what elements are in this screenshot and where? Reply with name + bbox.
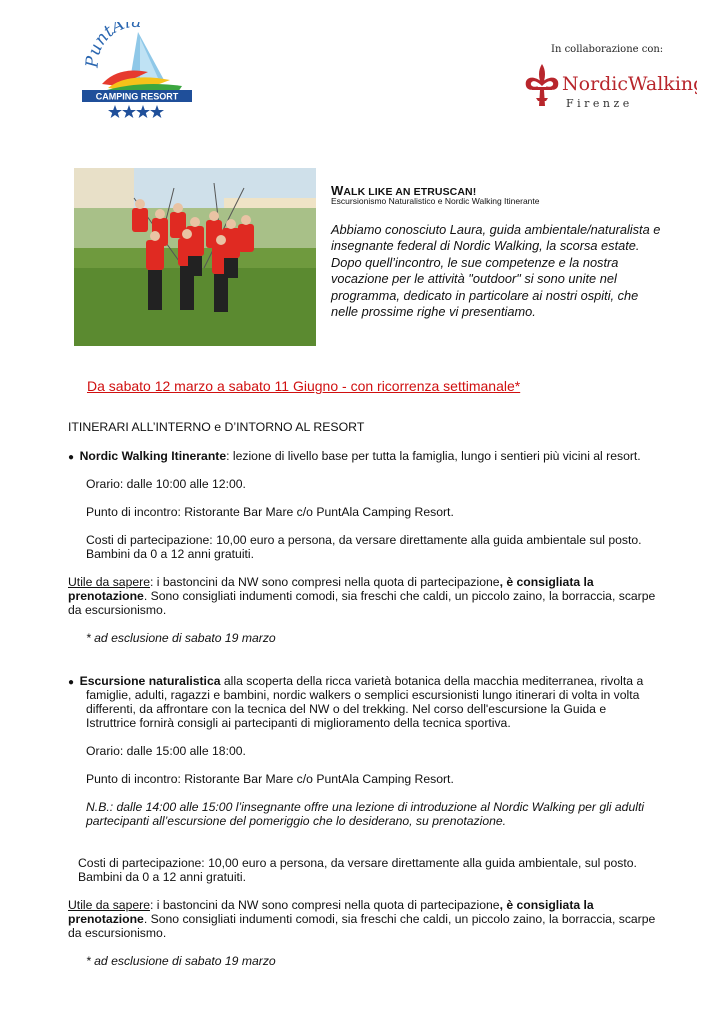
item1-punto: Punto di incontro: Ristorante Bar Mare c/o PuntAla Camping Resort. [86,505,454,519]
item1-utile-1 [68,575,594,590]
item2-utile-bold: , è consigliata la [499,898,594,912]
itinerari-heading: ITINERARI ALL’INTERNO e D’INTORNO AL RESORT [68,420,365,434]
item2-orario: Orario: dalle 15:00 alle 18:00. [86,744,246,758]
item1-utile-bold2: prenotazione [68,589,144,603]
item2-desc-4: Istruttrice fornirà consigli ai partecipanti di miglioramento della tecnica sportiva. [86,716,511,730]
article-intro: Abbiamo conosciuto Laura, guida ambientale/naturalista e insegnante federal di Nordic Walking, la scorsa estate. Dopo quell’incontro, le sue competenze e la nostra vocazione per le attività "outdoor" si sono unite nel programma, dedicato in particolare ai nostri ospiti, che nelle prossime righe vi presentiamo. [331,222,661,320]
item1-costi-1: Costi di partecipazione: 10,00 euro a persona, da versare direttamente alla guida ambientale sul posto. [86,533,642,547]
item2-name: Escursione naturalistica [79,674,221,688]
bullet-icon: ● [68,452,80,463]
item1-note: * ad esclusione di sabato 19 marzo [86,631,276,645]
item1-utile-a: : i bastoncini da NW sono compresi nella quota di partecipazione [149,575,500,589]
bullet-icon: ● [68,677,80,688]
logo-left-text-top: PuntAl [82,22,133,69]
item2-utile-bold2: prenotazione [68,912,144,926]
item2-utile-b: . Sono consigliati indumenti comodi, sia freschi che caldi, un piccolo zaino, la borraccia, scarpe [143,912,656,926]
item2-note: * ad esclusione di sabato 19 marzo [86,954,276,968]
item1-line [68,449,641,465]
item2-desc-1: alla scoperta della ricca varietà botanica della macchia mediterranea, rivolta a [220,674,644,688]
item2-costi-2: Bambini da 0 a 12 anni gratuiti. [78,870,247,884]
item2-desc-3: differenti, da affrontare con la tecnica del NW o del trekking. Nel corso dell'escursione la Guida e [86,702,607,716]
item2-desc-2: famiglie, adulti, ragazzi e bambini, nordic walkers o semplici escursionisti lungo itinerari di volta in volta [86,688,640,702]
date-range: Da sabato 12 marzo a sabato 11 Giugno - con ricorrenza settimanale* [87,378,521,394]
group-photo [74,168,316,346]
item2-utile-2 [68,912,655,927]
item1-orario: Orario: dalle 10:00 alle 12:00. [86,477,246,491]
logo-left-text-bottom: CAMPING RESORT [95,91,179,102]
fleur-de-lis-icon [526,64,559,106]
logo-right-text-top: NordicWalking [562,73,697,95]
item1-desc: : lezione di livello base per tutta la famiglia, lungo i sentieri più vicini al resort. [226,449,641,463]
item1-name: Nordic Walking Itinerante [79,449,227,463]
item2-nb-1: N.B.: dalle 14:00 alle 15:00 l’insegnante offre una lezione di introduzione al Nordic Walking per gli adulti [86,800,645,814]
logo-right-text-bottom: F i r e n z e [566,97,630,110]
item2-utile-1 [68,898,594,913]
item2-costi-1: Costi di partecipazione: 10,00 euro a persona, da versare direttamente alla guida ambientale, sul posto. [78,856,637,870]
item2-utile-3: da escursionismo. [68,926,167,940]
article-subtitle: Escursionismo Naturalistico e Nordic Walking Itinerante [331,196,540,206]
item2-punto: Punto di incontro: Ristorante Bar Mare c/o PuntAla Camping Resort. [86,772,454,786]
item1-utile-bold: , è consigliata la [499,575,594,589]
article-title-rest: ALK LIKE AN ETRUSCAN! [343,186,477,198]
item2-utile-a: : i bastoncini da NW sono compresi nella quota di partecipazione [149,898,500,912]
item2-utile-label: Utile da sapere [68,898,150,912]
item1-utile-b: . Sono consigliati indumenti comodi, sia freschi che caldi, un piccolo zaino, la borraccia, scarpe [143,589,656,603]
collab-label: In collaborazione con: [551,44,664,55]
item1-costi-2: Bambini da 0 a 12 anni gratuiti. [86,547,255,561]
article-title-first: W [331,183,344,198]
item1-utile-2 [68,589,655,604]
item1-utile-3: da escursionismo. [68,603,167,617]
puntala-logo [78,22,196,120]
svg-text:PuntAla [83,22,142,69]
item1-utile-label: Utile da sapere [68,575,150,589]
item2-nb-2: partecipanti all’escursione del pomeriggio che lo desiderano, su prenotazione. [86,814,507,828]
nordic-walking-logo [522,60,697,114]
